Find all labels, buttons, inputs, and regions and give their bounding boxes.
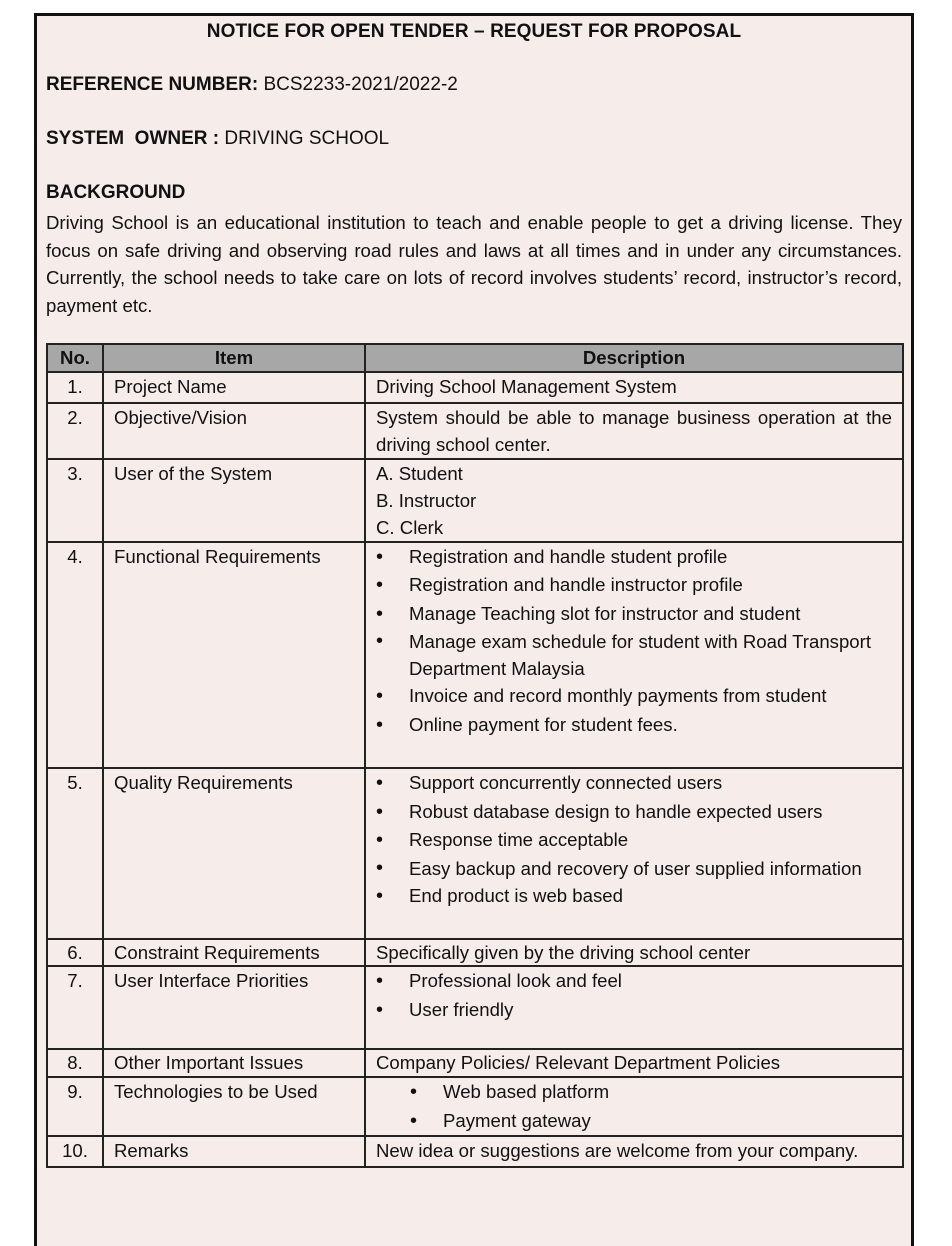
row-item: Constraint Requirements xyxy=(103,939,365,966)
row-item: Functional Requirements xyxy=(103,542,365,769)
row-item: User of the System xyxy=(103,459,365,542)
list-item: • Manage exam schedule for student with Road Transport Department Malaysia xyxy=(376,628,892,682)
reference-line xyxy=(46,74,458,96)
reference-value: BCS2233-2021/2022-2 xyxy=(263,74,458,95)
bullet-list xyxy=(376,1078,892,1135)
row-description xyxy=(365,459,903,542)
background-text: Driving School is an educational institution to teach and enable people to get a driving license. They focus on safe driving and observing road rules and laws at all times and in under any circumstances. Currently, the school needs to take care on lots of record involves students’ record, instructor’s record, payment etc. xyxy=(46,212,902,316)
user-line: C. Clerk xyxy=(376,516,444,538)
row-item: Technologies to be Used xyxy=(103,1077,365,1136)
requirements-table xyxy=(46,343,904,1168)
table-row xyxy=(47,768,903,939)
list-item: • End product is web based xyxy=(376,882,892,911)
table-header-row xyxy=(47,344,903,372)
table-row xyxy=(47,1049,903,1077)
owner-line xyxy=(46,128,389,150)
row-description: Specifically given by the driving school center xyxy=(365,939,903,966)
row-description: System should be able to manage business operation at the driving school center. xyxy=(365,403,903,459)
row-item: Objective/Vision xyxy=(103,403,365,459)
user-line: B. Instructor xyxy=(376,489,477,511)
table-row xyxy=(47,372,903,403)
row-description xyxy=(365,542,903,769)
row-number: 3. xyxy=(47,459,103,542)
list-item: • Payment gateway xyxy=(410,1107,892,1136)
header-no: No. xyxy=(47,344,103,372)
tender-notice-document xyxy=(34,13,914,1246)
row-description: New idea or suggestions are welcome from your company. xyxy=(365,1136,903,1167)
row-item: Quality Requirements xyxy=(103,768,365,939)
row-number: 1. xyxy=(47,372,103,403)
row-item: Other Important Issues xyxy=(103,1049,365,1077)
table-row xyxy=(47,966,903,1049)
header-description: Description xyxy=(365,344,903,372)
table-row xyxy=(47,939,903,966)
row-description: Driving School Management System xyxy=(365,372,903,403)
list-item: • User friendly xyxy=(376,996,892,1025)
row-description xyxy=(365,768,903,939)
row-item: Project Name xyxy=(103,372,365,403)
document-title: NOTICE FOR OPEN TENDER – REQUEST FOR PROPOSAL xyxy=(206,21,742,42)
list-item: • Easy backup and recovery of user supplied information xyxy=(376,855,892,882)
table-row xyxy=(47,1077,903,1136)
list-item: • Support concurrently connected users xyxy=(376,769,892,798)
row-number: 10. xyxy=(47,1136,103,1167)
owner-value: DRIVING SCHOOL xyxy=(224,128,390,149)
list-item: • Robust database design to handle expected users xyxy=(376,798,892,827)
list-item: • Registration and handle instructor profile xyxy=(376,571,892,600)
row-description xyxy=(365,1077,903,1136)
list-item: • Online payment for student fees. xyxy=(376,711,892,740)
row-number: 5. xyxy=(47,768,103,939)
row-description: Company Policies/ Relevant Department Policies xyxy=(365,1049,903,1077)
row-number: 4. xyxy=(47,542,103,769)
owner-label: SYSTEM OWNER : xyxy=(46,128,220,149)
row-number: 2. xyxy=(47,403,103,459)
table-row xyxy=(47,403,903,459)
bullet-list xyxy=(376,769,892,910)
bullet-list xyxy=(376,967,892,1024)
list-item: • Manage Teaching slot for instructor and student xyxy=(376,600,892,629)
list-item: • Professional look and feel xyxy=(376,967,892,996)
table-row xyxy=(47,459,903,542)
row-description xyxy=(365,966,903,1049)
row-item: Remarks xyxy=(103,1136,365,1167)
bullet-list xyxy=(376,543,892,740)
user-line: A. Student xyxy=(376,462,463,484)
list-item: • Web based platform xyxy=(410,1078,892,1107)
list-item: • Registration and handle student profile xyxy=(376,543,892,572)
row-number: 9. xyxy=(47,1077,103,1136)
list-item: • Response time acceptable xyxy=(376,826,892,855)
background-heading: BACKGROUND xyxy=(46,182,186,203)
row-number: 7. xyxy=(47,966,103,1049)
row-item: User Interface Priorities xyxy=(103,966,365,1049)
row-number: 8. xyxy=(47,1049,103,1077)
list-item: • Invoice and record monthly payments from student xyxy=(376,682,892,711)
table-row xyxy=(47,1136,903,1167)
header-item: Item xyxy=(103,344,365,372)
row-number: 6. xyxy=(47,939,103,966)
reference-label: REFERENCE NUMBER: xyxy=(46,74,259,95)
table-row xyxy=(47,542,903,769)
